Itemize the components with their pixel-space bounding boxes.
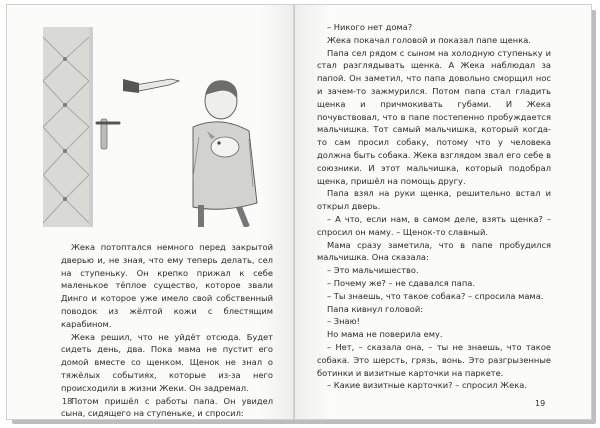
paragraph: Папа взял на руки щенка, решительно встал и открыл дверь. [317,188,551,212]
paragraph: – Никого нет дома? [327,22,413,32]
page-number: 18 [62,397,73,406]
left-page [7,5,295,419]
right-page-text [317,21,551,392]
paragraph: – Какие визитные карточки? – спросил Жека. [327,380,527,391]
paragraph: Мама сразу заметила, что в папе пробудился мальчишка. Она сказала: [317,239,551,263]
boy-with-puppy-illustration [43,27,275,227]
paragraph: Потом пришёл с работы папа. Он увидел сына, сидящего на ступеньке, и спросил: [61,395,273,419]
paragraph: – Это мальчишество. [327,265,419,276]
paragraph: Но мама не поверила ему. [327,329,443,340]
paragraph: Жека потоптался немного перед закрытой дверью и, не зная, что ему теперь делать, сел на ступеньку. Он крепко прижал к себе маленькое тёплое существо, которое звали Динго и которое уже имело свой собственный поводок из жёлтой кожи с блестящим карабином. [61,242,273,329]
paragraph: Папа сел рядом с сыном на холодную ступеньку и стал разглядывать щенка. А Жека наблюдал за папой. Он заметил, что папа довольно сморщил нос и зачем-то зажмурился. Потом папа стал гладить щенка и причмокивать губами. И Жека почувствовал, что в папе постепенно пробуждается мальчишка. Тот самый мальчишка, который когда-то сам просил собаку, потому что у человека должна быть собака. Жека взглядом звал его себе в союзники. И этот мальчишка, который подобрал щенка, пришёл на помощь другу. [317,47,551,186]
open-book [6,4,592,420]
paragraph: – Нет, – сказала она, – ты не знаешь, что такое собака. Это шерсть, грязь, вонь. Это разгрызенные ботинки и визитные карточки на паркете. [317,341,551,378]
paragraph: – Ты знаешь, что такое собака? – спросила мама. [327,290,544,301]
paragraph: Жека решил, что не уйдёт отсюда. Будет сидеть день, два. Пока мама не пустит его домой вместе со щенком. Щенок не знал о тяжёлых событиях, которые из-за него происходили в жизни Жеки. Он задремал. [61,331,273,393]
paragraph: Жека покачал головой и показал папе щенка. [327,34,531,45]
left-page-text [61,241,273,420]
paragraph: Папа кивнул головой: [327,303,424,314]
paragraph: – А что, если нам, в самом деле, взять щенка? – спросил он маму. – Щенок-то славный. [317,213,551,237]
paragraph: – Знаю! [327,316,360,327]
paragraph: – Почему же? – не сдавался папа. [327,277,475,288]
page-number: 19 [535,399,546,408]
